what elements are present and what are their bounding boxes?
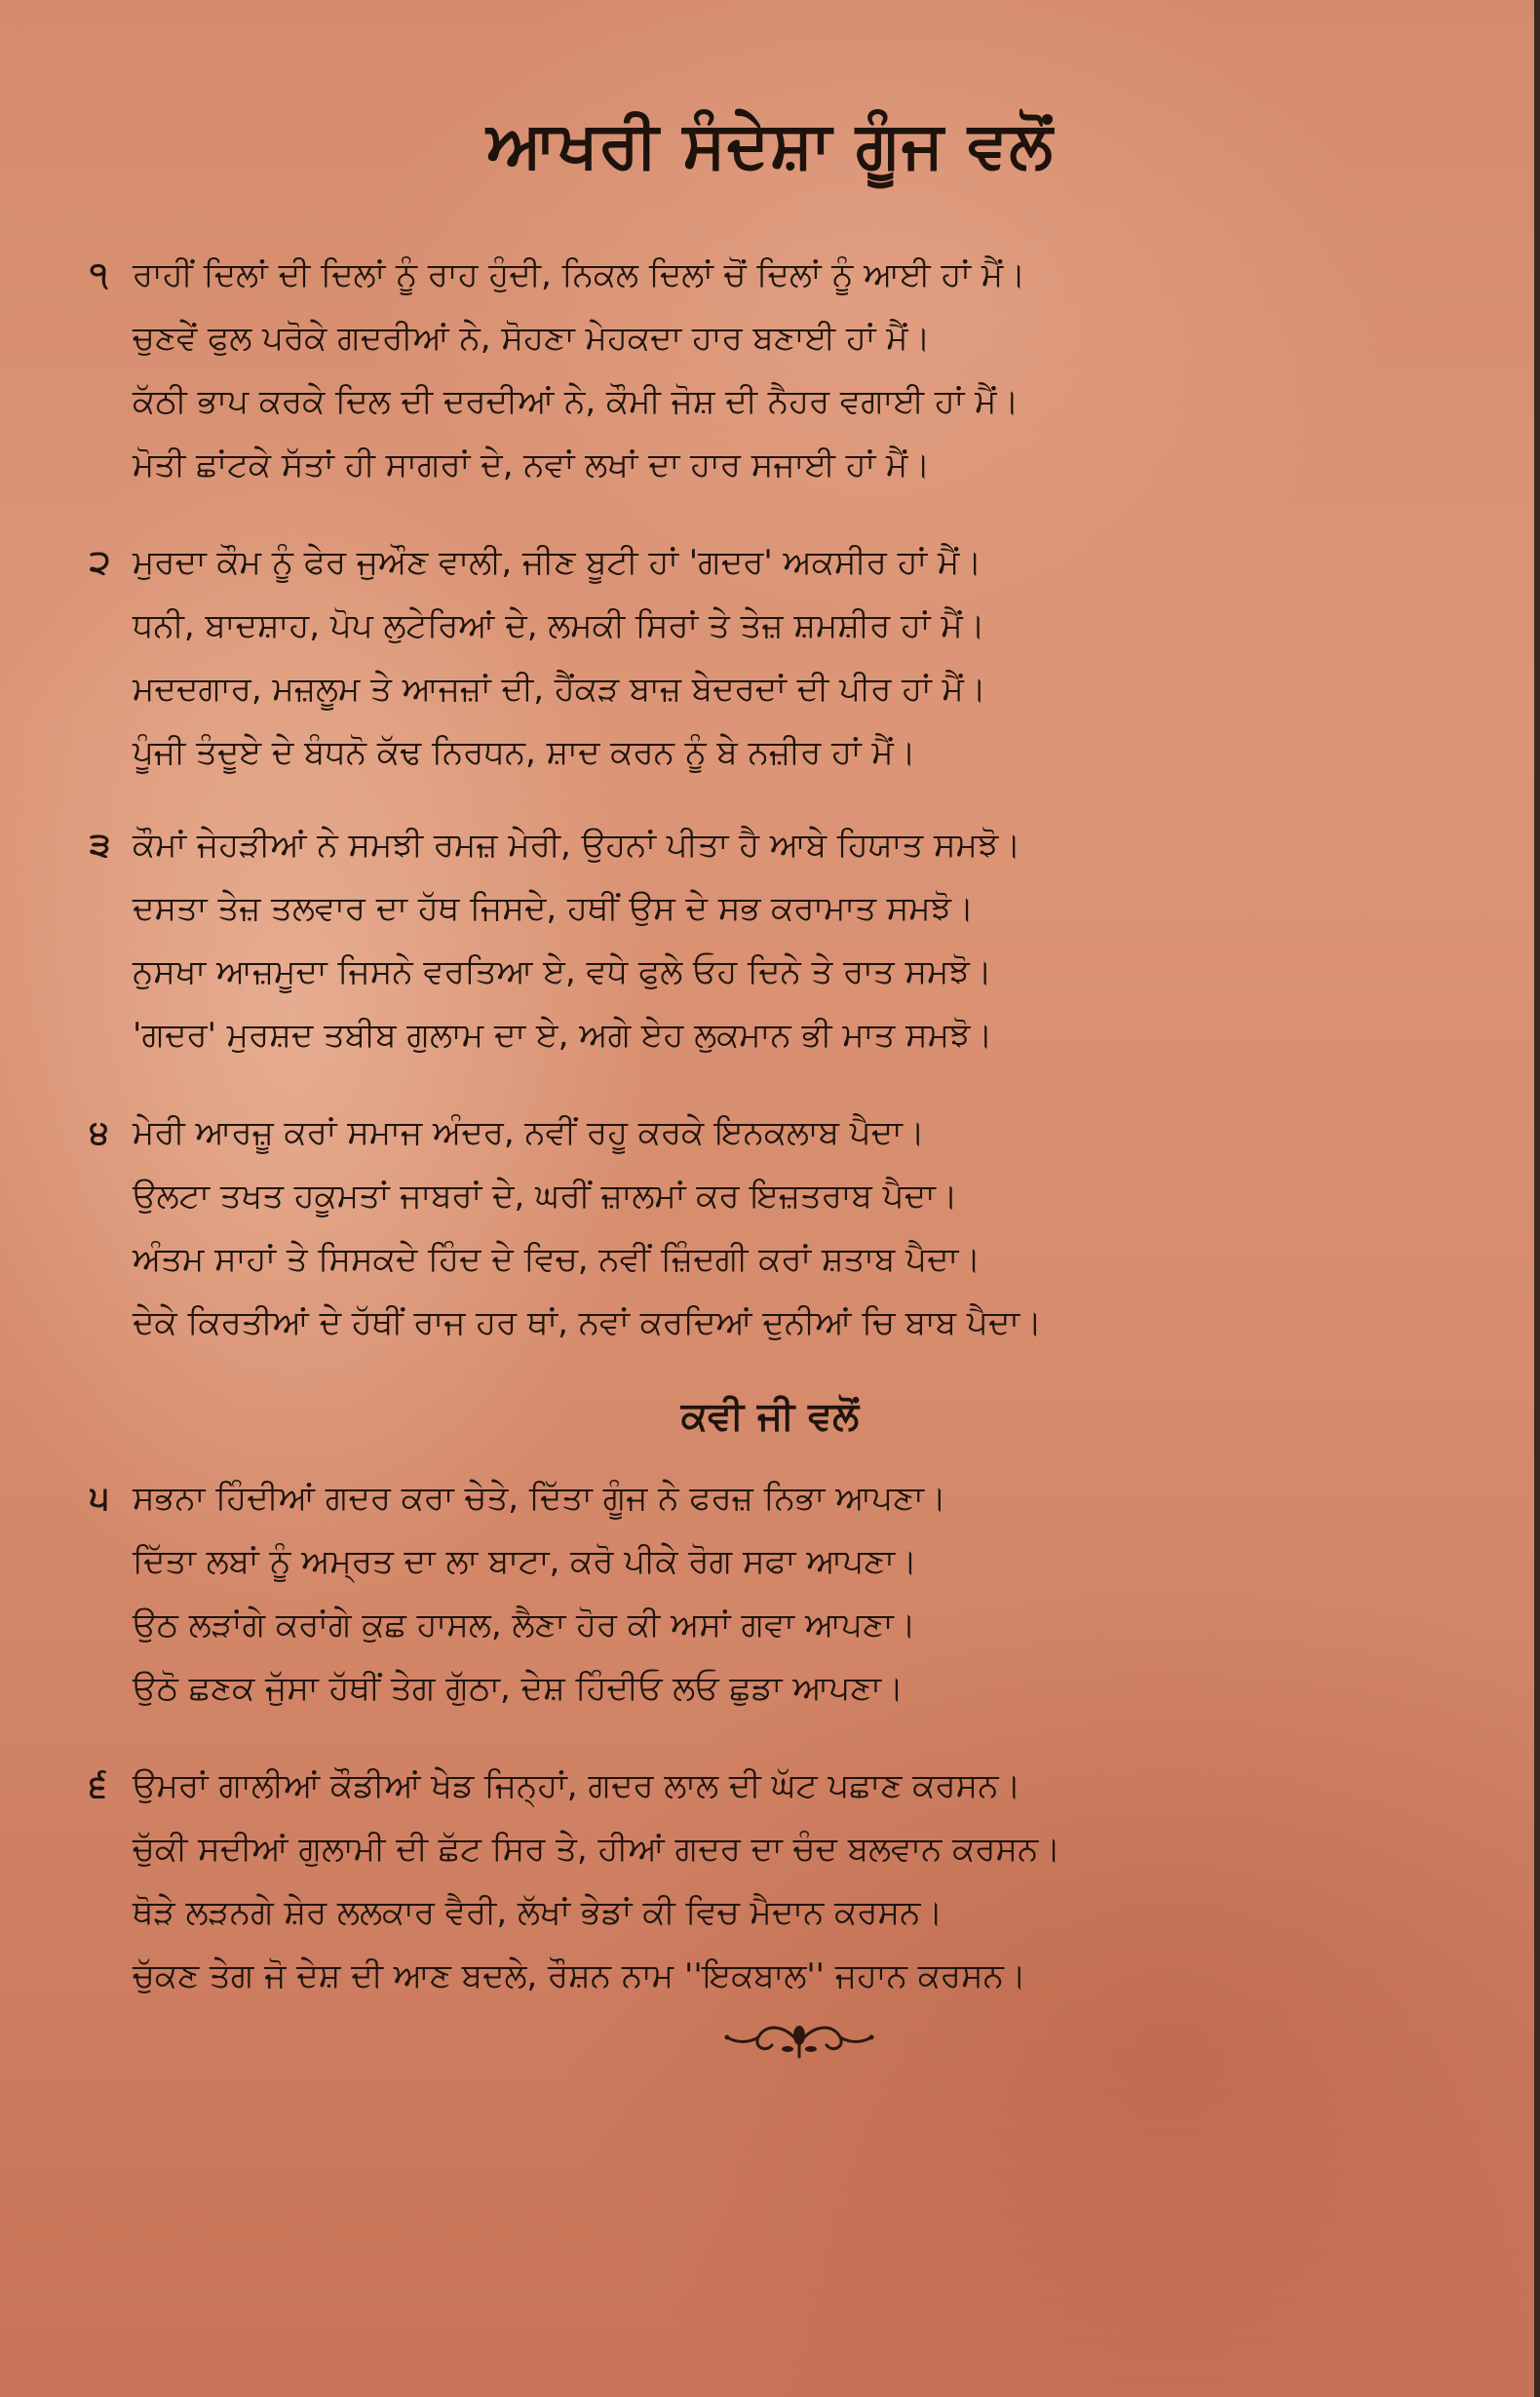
section-subheading: ਕਵੀ ਜੀ ਵਲੋਂ xyxy=(680,1394,860,1439)
stanza-line xyxy=(90,1530,1454,1594)
stanza-line xyxy=(90,531,1454,595)
line-text: ਨੁਸਖਾ ਆਜ਼ਮੂਦਾ ਜਿਸਨੇ ਵਰਤਿਆ ਏ, ਵਧੇ ਫੁਲੇ ਓਹ ਦਿਨੇ ਤੇ ਰਾਤ ਸਮਝੋ। xyxy=(133,952,992,991)
stanza-line xyxy=(90,1292,1454,1355)
stanza-3 xyxy=(90,814,1454,1067)
stanza-6 xyxy=(90,1755,1454,2008)
floral-flourish-icon xyxy=(721,2014,877,2063)
stanza-line xyxy=(90,1165,1454,1228)
line-text: ਥੋੜੇ ਲੜਨਗੇ ਸ਼ੇਰ ਲਲਕਾਰ ਵੈਰੀ, ਲੱਖਾਂ ਭੇਡਾਂ ਕੀ ਵਿਚ ਮੈਦਾਨ ਕਰਸਨ। xyxy=(133,1893,943,1932)
stanza-line xyxy=(90,814,1454,877)
stanza-line xyxy=(90,1228,1454,1292)
line-text: ਮੋਤੀ ਛਾਂਟਕੇ ਸੱਤਾਂ ਹੀ ਸਾਗਰਾਂ ਦੇ, ਨਵਾਂ ਲਖਾਂ ਦਾ ਹਾਰ ਸਜਾਈ ਹਾਂ ਮੈਂ। xyxy=(133,445,931,484)
stanza-line xyxy=(90,1467,1454,1530)
stanza-line xyxy=(90,1818,1454,1881)
stanza-line xyxy=(90,1755,1454,1818)
stanza-5 xyxy=(90,1467,1454,1720)
stanza-1 xyxy=(90,244,1454,497)
stanza-line xyxy=(90,595,1454,658)
line-text: ਮੁਰਦਾ ਕੌਮ ਨੂੰ ਫੇਰ ਜੁਔਣ ਵਾਲੀ, ਜੀਣ ਬੂਟੀ ਹਾਂ 'ਗਦਰ' ਅਕਸੀਰ ਹਾਂ ਮੈਂ। xyxy=(133,543,982,582)
stanza-4 xyxy=(90,1102,1454,1355)
line-text: ਚੁੱਕੀ ਸਦੀਆਂ ਗੁਲਾਮੀ ਦੀ ਛੱਟ ਸਿਰ ਤੇ, ਹੀਆਂ ਗਦਰ ਦਾ ਚੰਦ ਬਲਵਾਨ ਕਰਸਨ। xyxy=(133,1830,1061,1869)
line-text: ਚੁਣਵੇਂ ਫੁਲ ਪਰੋਕੇ ਗਦਰੀਆਂ ਨੇ, ਸੋਹਣਾ ਮੇਹਕਦਾ ਹਾਰ ਬਣਾਈ ਹਾਂ ਮੈਂ। xyxy=(133,319,931,358)
stanza-line xyxy=(90,941,1454,1004)
line-text: ਦਸਤਾ ਤੇਜ਼ ਤਲਵਾਰ ਦਾ ਹੱਥ ਜਿਸਦੇ, ਹਥੀਂ ਉਸ ਦੇ ਸਭ ਕਰਾਮਾਤ ਸਮਝੋ। xyxy=(133,889,975,928)
stanza-line xyxy=(90,658,1454,721)
stanza-line xyxy=(90,244,1454,307)
stanza-line xyxy=(90,877,1454,941)
line-text: ਅੰਤਮ ਸਾਹਾਂ ਤੇ ਸਿਸਕਦੇ ਹਿੰਦ ਦੇ ਵਿਚ, ਨਵੀਂ ਜ਼ਿੰਦਗੀ ਕਰਾਂ ਸ਼ਤਾਬ ਪੈਦਾ। xyxy=(133,1240,982,1279)
stanza-number: ੪ xyxy=(90,1113,109,1152)
stanza-line xyxy=(90,307,1454,370)
stanza-line xyxy=(90,434,1454,497)
stanza-line xyxy=(90,370,1454,434)
line-text: ਦੇਕੇ ਕਿਰਤੀਆਂ ਦੇ ਹੱਥੀਂ ਰਾਜ ਹਰ ਥਾਂ, ਨਵਾਂ ਕਰਦਿਆਂ ਦੁਨੀਆਂ ਚਿ ਬਾਬ ਪੈਦਾ। xyxy=(133,1303,1042,1342)
stanza-line xyxy=(90,1881,1454,1945)
line-text: ਮਦਦਗਾਰ, ਮਜ਼ਲੂਮ ਤੇ ਆਜਜ਼ਾਂ ਦੀ, ਹੈਂਕੜ ਬਾਜ਼ ਬੇਦਰਦਾਂ ਦੀ ਪੀਰ ਹਾਂ ਮੈਂ। xyxy=(133,670,986,709)
line-text: ਕੱਠੀ ਭਾਪ ਕਰਕੇ ਦਿਲ ਦੀ ਦਰਦੀਆਂ ਨੇ, ਕੌਮੀ ਜੋਸ਼ ਦੀ ਨੈਹਰ ਵਗਾਈ ਹਾਂ ਮੈਂ। xyxy=(133,382,1020,421)
stanza-line xyxy=(90,1594,1454,1657)
stanza-line xyxy=(90,721,1454,785)
line-text: 'ਗਦਰ' ਮੁਰਸ਼ਦ ਤਬੀਬ ਗੁਲਾਮ ਦਾ ਏ, ਅਗੇ ਏਹ ਲੁਕਮਾਨ ਭੀ ਮਾਤ ਸਮਝੋ। xyxy=(133,1016,993,1055)
line-text: ਕੌਮਾਂ ਜੇਹੜੀਆਂ ਨੇ ਸਮਝੀ ਰਮਜ਼ ਮੇਰੀ, ਉਹਨਾਂ ਪੀਤਾ ਹੈ ਆਬੇ ਹਿਯਾਤ ਸਮਝੋ। xyxy=(133,826,1021,865)
line-text: ਦਿੱਤਾ ਲਬਾਂ ਨੂੰ ਅਮ੍ਰਤ ਦਾ ਲਾ ਬਾਟਾ, ਕਰੋ ਪੀਕੇ ਰੋਗ ਸਫਾ ਆਪਣਾ। xyxy=(133,1542,918,1581)
stanza-line xyxy=(90,1004,1454,1067)
line-text: ਪੂੰਜੀ ਤੰਦੂਏ ਦੇ ਬੰਧਨੋ ਕੱਢ ਨਿਰਧਨ, ਸ਼ਾਦ ਕਰਨ ਨੂੰ ਬੇ ਨਜ਼ੀਰ ਹਾਂ ਮੈਂ। xyxy=(133,733,916,772)
stanza-number: ੧ xyxy=(90,255,108,294)
stanza-line xyxy=(90,1657,1454,1720)
line-text: ਚੁੱਕਣ ਤੇਗ ਜੋ ਦੇਸ਼ ਦੀ ਆਣ ਬਦਲੇ, ਰੌਸ਼ਨ ਨਾਮ ''ਇਕਬਾਲ'' ਜਹਾਨ ਕਰਸਨ। xyxy=(133,1956,1026,1995)
line-text: ਉਠੋ ਛਣਕ ਜੁੱਸਾ ਹੱਥੀਂ ਤੇਗ ਗੁੱਠਾ, ਦੇਸ਼ ਹਿੰਦੀਓ ਲਓ ਛੁਡਾ ਆਪਣਾ। xyxy=(133,1669,905,1708)
stanza-number: ੬ xyxy=(90,1766,107,1805)
line-text: ਮੇਰੀ ਆਰਜ਼ੂ ਕਰਾਂ ਸਮਾਜ ਅੰਦਰ, ਨਵੀਂ ਰਹੂ ਕਰਕੇ ਇਨਕਲਾਬ ਪੈਦਾ। xyxy=(133,1113,925,1152)
stanza-number: ੨ xyxy=(90,543,111,582)
page-title: ਆਖਰੀ ਸੰਦੇਸ਼ਾ ਗੂੰਜ ਵਲੋਂ xyxy=(486,107,1054,182)
stanza-line xyxy=(90,1102,1454,1165)
line-text: ਉਠ ਲੜਾਂਗੇ ਕਰਾਂਗੇ ਕੁਛ ਹਾਸਲ, ਲੈਣਾ ਹੋਰ ਕੀ ਅਸਾਂ ਗਵਾ ਆਪਣਾ। xyxy=(133,1605,916,1644)
line-text: ਧਨੀ, ਬਾਦਸ਼ਾਹ, ਪੋਪ ਲੁਟੇਰਿਆਂ ਦੇ, ਲਮਕੀ ਸਿਰਾਂ ਤੇ ਤੇਜ਼ ਸ਼ਮਸ਼ੀਰ ਹਾਂ ਮੈਂ। xyxy=(133,606,985,645)
line-text: ਉਲਟਾ ਤਖਤ ਹਕੂਮਤਾਂ ਜਾਬਰਾਂ ਦੇ, ਘਰੀਂ ਜ਼ਾਲਮਾਂ ਕਰ ਇਜ਼ਤਰਾਬ ਪੈਦਾ। xyxy=(133,1177,958,1216)
stanza-2 xyxy=(90,531,1454,785)
line-text: ਉਮਰਾਂ ਗਾਲੀਆਂ ਕੌਡੀਆਂ ਖੇਡ ਜਿਨ੍ਹਾਂ, ਗਦਰ ਲਾਲ ਦੀ ਘੱਟ ਪਛਾਣ ਕਰਸਨ। xyxy=(133,1766,1021,1805)
stanza-number: ੫ xyxy=(90,1479,110,1518)
line-text: ਰਾਹੀਂ ਦਿਲਾਂ ਦੀ ਦਿਲਾਂ ਨੂੰ ਰਾਹ ਹੁੰਦੀ, ਨਿਕਲ ਦਿਲਾਂ ਚੋਂ ਦਿਲਾਂ ਨੂੰ ਆਈ ਹਾਂ ਮੈਂ। xyxy=(133,255,1026,294)
line-text: ਸਭਨਾ ਹਿੰਦੀਆਂ ਗਦਰ ਕਰਾ ਚੇਤੇ, ਦਿੱਤਾ ਗੂੰਜ ਨੇ ਫਰਜ਼ ਨਿਭਾ ਆਪਣਾ। xyxy=(133,1479,946,1518)
stanza-number: ੩ xyxy=(90,826,111,865)
page-edge-shadow xyxy=(1534,0,1540,2397)
stanza-line xyxy=(90,1945,1454,2008)
